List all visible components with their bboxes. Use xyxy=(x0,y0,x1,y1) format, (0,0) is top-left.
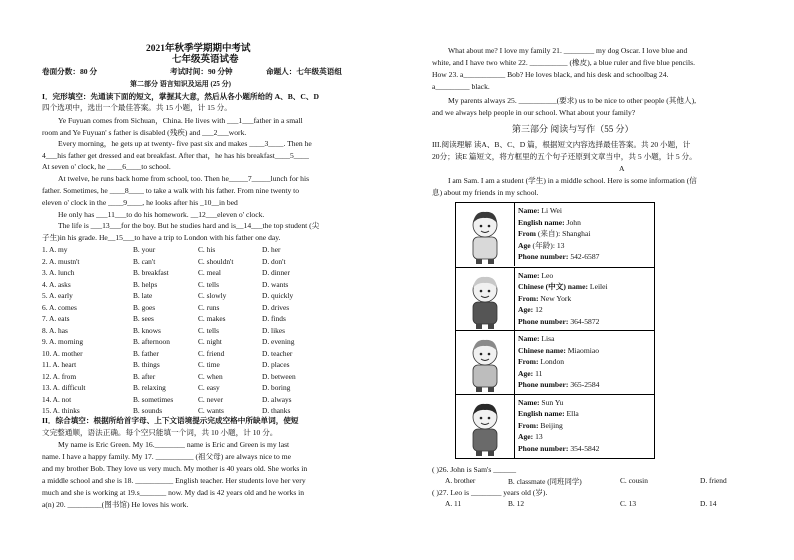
option-cell: B. afternoon xyxy=(133,337,170,346)
profile-row xyxy=(456,394,654,458)
option-cell: C. friend xyxy=(198,348,225,358)
question-stem: ( )26. John is Sam's ______ xyxy=(432,465,517,474)
option-cell: D. wants xyxy=(262,279,289,289)
field-label: Phone number: xyxy=(518,252,569,261)
option-cell: C. his xyxy=(198,245,216,254)
option-cell: C. wants xyxy=(198,406,224,415)
field-label: Age: xyxy=(518,368,534,378)
profile-field xyxy=(518,420,599,432)
passage-letter: A xyxy=(619,164,625,173)
option-cell: D. always xyxy=(262,394,292,404)
profile-field xyxy=(518,431,599,443)
option-cell: 6. A. comes xyxy=(42,302,77,312)
option-cell: D. her xyxy=(262,245,281,254)
part-three-heading: 第三部分 阅读与写作（55 分） xyxy=(512,124,634,134)
option-cell: 10. A. mother xyxy=(42,348,83,358)
option-cell: D. finds xyxy=(262,314,286,323)
passage-line: He only has ___11___to do his homework. __12___eleven o' clock. xyxy=(58,210,265,219)
friends-info-table xyxy=(455,202,655,459)
profile-field xyxy=(518,368,599,380)
passage-line: At seven o' clock, he ____6____to school. xyxy=(42,162,171,171)
answer-option: D. friend xyxy=(700,476,727,485)
field-value: Beijing xyxy=(538,420,563,430)
option-cell: B. helps xyxy=(133,279,158,289)
field-label: English name: xyxy=(518,409,565,418)
option-cell: D. teacher xyxy=(262,348,293,358)
profile-info xyxy=(518,397,599,455)
field-value: : 13 xyxy=(552,240,565,250)
option-cell: C. night xyxy=(198,337,222,346)
field-value: 13 xyxy=(533,432,543,441)
profile-field xyxy=(518,345,599,357)
option-cell: B. can't xyxy=(133,256,156,266)
profile-row xyxy=(456,330,654,394)
exam-title: 2021年秋季学期期中考试 xyxy=(146,44,251,54)
option-cell: 2. A. mustn't xyxy=(42,256,80,266)
field-value: Leilei xyxy=(588,282,608,291)
profile-field xyxy=(518,293,608,305)
setter-info: 命题人：七年级英语组 xyxy=(266,67,342,76)
passage-line: Ye Fuyuan comes from Sichuan，China. He lives with ___1___father in a small xyxy=(58,116,303,125)
profile-info xyxy=(518,270,608,328)
profile-field xyxy=(518,379,599,391)
field-label: Phone number: xyxy=(518,443,569,453)
passage-line: white, and I have two white 22. __________ (橡皮), a blue ruler and five blue pencils. xyxy=(432,58,695,67)
profile-field xyxy=(518,316,608,328)
answer-option: C. 13 xyxy=(620,499,637,508)
profile-info xyxy=(518,205,599,263)
field-label: Name: xyxy=(518,270,540,280)
child-illustration-icon xyxy=(456,268,515,331)
option-cell: C. tells xyxy=(198,279,219,289)
passage-line: father. Sometimes, he ____8____ to take a walk with his father. From nine twenty to xyxy=(42,186,300,195)
part-two-heading: 第二部分 语言知识及运用 (25 分) xyxy=(130,80,231,88)
exam-subtitle: 七年级英语试卷 xyxy=(172,55,239,65)
answer-option: A. brother xyxy=(445,476,476,485)
answer-option: C. cousin xyxy=(620,476,648,485)
answer-option: D. 14 xyxy=(700,499,717,508)
field-value: Sun Yu xyxy=(539,397,564,407)
profile-field xyxy=(518,240,599,252)
option-cell: 5. A. early xyxy=(42,291,73,300)
field-value: Li Wei xyxy=(539,206,562,215)
option-cell: D. places xyxy=(262,360,290,369)
option-cell: C. slowly xyxy=(198,291,227,300)
option-cell: B. late xyxy=(133,291,153,300)
option-cell: 4. A. asks xyxy=(42,279,71,289)
field-label: Chinese (中文) name: xyxy=(518,282,589,291)
profile-field xyxy=(518,356,599,368)
child-illustration-icon xyxy=(456,331,515,394)
profile-row xyxy=(456,203,654,266)
field-value: 12 xyxy=(533,305,543,314)
passage-line: How 23. a___________ Bob? He loves black, and his desk and schoolbag 24. xyxy=(432,70,669,79)
passage-line: At twelve, he runs back home from school, too. Then he_____7_____lunch for his xyxy=(58,174,310,183)
profile-field xyxy=(518,408,599,420)
passage-line: 息) about my friends in my school. xyxy=(432,188,539,197)
field-value: London xyxy=(538,357,565,366)
passage-line: 四个选项中，选出一个最佳答案。共 15 小题，计 15 分。 xyxy=(42,103,232,112)
option-cell: 12. A. from xyxy=(42,371,77,381)
option-cell: B. goes xyxy=(133,302,156,312)
profile-field xyxy=(518,270,608,282)
option-cell: C. never xyxy=(198,394,224,404)
profile-field xyxy=(518,443,599,455)
passage-line: The life is ___13___for the boy. But he studies hard and is__14___the top student (尖 xyxy=(58,221,320,230)
answer-option: B. 12 xyxy=(508,499,525,508)
profile-field xyxy=(518,304,608,316)
field-value: Lisa xyxy=(539,334,555,343)
option-cell: C. runs xyxy=(198,302,220,312)
profile-field xyxy=(518,228,599,240)
field-label: English name: xyxy=(518,217,565,227)
field-label: Age xyxy=(518,240,531,250)
passage-line: I am Sam. I am a student (学生) in a middle school. Here is some information (信 xyxy=(448,176,697,185)
field-label: Phone number: xyxy=(518,316,569,326)
section-line: much and she is working at 19.s_______ now. My dad is 42 years old and he works in xyxy=(42,488,305,497)
option-cell: D. quickly xyxy=(262,291,294,300)
option-cell: B. father xyxy=(133,348,159,358)
section-line: and my brother Bob. They love us very much. My mother is 40 years old. She works in xyxy=(42,464,308,473)
profile-field xyxy=(518,333,599,345)
field-value: Ella xyxy=(564,409,579,418)
section-line: II．综合填空：根据所给首字母、上下文语境提示完成空格中所缺单词，使短 xyxy=(42,416,299,425)
passage-line: 4___his father get dressed and eat breakfast. After that，he has his breakfast____5____ xyxy=(42,151,309,160)
field-value: 354-5842 xyxy=(568,443,600,453)
question-stem: ( )27. Leo is ________ years old (岁). xyxy=(432,488,548,497)
field-value: (年龄) xyxy=(530,240,553,250)
field-label: Name: xyxy=(518,334,540,343)
child-illustration-icon xyxy=(456,203,515,266)
option-cell: B. sounds xyxy=(133,406,163,415)
field-value: 365-2584 xyxy=(568,380,600,389)
option-cell: 8. A. has xyxy=(42,325,68,335)
field-label: From xyxy=(518,229,536,238)
passage-line: room and Ye Fuyuan' s father is disabled (残疾) and ___2___work. xyxy=(42,128,247,137)
field-value: : Shanghai xyxy=(558,229,591,238)
option-cell: 1. A. my xyxy=(42,245,68,254)
passage-line: 子生)in his grade. He__15___to have a trip to London with his father one day. xyxy=(42,233,281,242)
passage-line: eleven o' clock in the ____9____, he looks after his _10__in bed xyxy=(42,198,238,207)
section-line: My name is Eric Green. My 16.________ name is Eric and Green is my last xyxy=(58,440,290,449)
answer-option: A. 11 xyxy=(445,499,462,508)
section-line: name. I have a happy family. My 17. __________ (祖父母) are always nice to me xyxy=(42,452,291,461)
option-cell: 14. A. not xyxy=(42,394,72,404)
field-value: Miaomiao xyxy=(565,345,600,355)
profile-field xyxy=(518,251,599,263)
answer-option: B. classmate (同班同学) xyxy=(508,477,582,486)
field-value: New York xyxy=(538,293,572,303)
instruction-line: 20分；读E 篇短文，将方框里的五个句子还原到文章当中，共 5 小题，计 5 分。 xyxy=(432,152,697,161)
time-info: 考试时间：90 分钟 xyxy=(170,67,233,76)
field-label: Age: xyxy=(518,432,534,441)
profile-field xyxy=(518,397,599,409)
passage-line: and we always help people in our school. What about your family? xyxy=(432,108,636,117)
field-value: 542-6587 xyxy=(568,252,600,261)
profile-field xyxy=(518,205,599,217)
passage-line: What about me? I love my family 21. ________ my dog Oscar. I love blue and xyxy=(448,46,688,55)
field-value: John xyxy=(564,217,581,227)
option-cell: B. things xyxy=(133,360,160,369)
option-cell: D. boring xyxy=(262,383,291,392)
option-cell: 15. A. thinks xyxy=(42,406,80,415)
option-cell: D. dinner xyxy=(262,268,290,277)
option-cell: C. time xyxy=(198,360,220,369)
option-cell: 3. A. lunch xyxy=(42,268,75,277)
option-cell: C. when xyxy=(198,371,223,381)
field-label: Phone number: xyxy=(518,380,569,389)
option-cell: B. after xyxy=(133,371,156,381)
field-label: From: xyxy=(518,357,539,366)
option-cell: B. sometimes xyxy=(133,394,174,404)
profile-row xyxy=(456,267,654,331)
option-cell: C. tells xyxy=(198,325,219,335)
profile-info xyxy=(518,333,599,391)
option-cell: C. meal xyxy=(198,268,221,277)
profile-field xyxy=(518,217,599,229)
option-cell: D. evening xyxy=(262,337,295,346)
field-value: 364-5872 xyxy=(568,316,600,326)
field-label: Name: xyxy=(518,206,540,215)
option-cell: B. relaxing xyxy=(133,383,166,392)
field-label: Name: xyxy=(518,397,540,407)
field-value: Leo xyxy=(539,270,554,280)
field-label: From: xyxy=(518,293,539,303)
option-cell: B. breakfast xyxy=(133,268,169,277)
option-cell: 13. A. difficult xyxy=(42,383,86,392)
section-line: a middle school and she is 18. __________ English teacher. Her students love her very xyxy=(42,476,306,485)
option-cell: D. between xyxy=(262,371,296,381)
passage-line: I．完形填空：先通读下面的短文，掌握其大意，然后从各小题所给的 A、B、C、D xyxy=(42,92,319,101)
section-line: a(n) 20. _________(图书馆) He loves his work. xyxy=(42,500,189,509)
option-cell: 7. A. eats xyxy=(42,314,70,323)
passage-line: My parents always 25. __________(要求) us to be nice to other people (其他人), xyxy=(448,96,697,105)
option-cell: B. your xyxy=(133,245,156,254)
option-cell: C. easy xyxy=(198,383,220,392)
passage-line: Every morning，he gets up at twenty- five past six and makes ____3____. Then he xyxy=(58,139,312,148)
option-cell: C. shouldn't xyxy=(198,256,234,266)
field-label: Age: xyxy=(518,305,534,314)
option-cell: 11. A. heart xyxy=(42,360,77,369)
field-label: Chinese name: xyxy=(518,345,566,355)
field-value: (来自) xyxy=(536,229,559,238)
option-cell: B. knows xyxy=(133,325,161,335)
child-illustration-icon xyxy=(456,395,515,458)
field-label: From: xyxy=(518,420,539,430)
option-cell: D. don't xyxy=(262,256,286,266)
option-cell: D. drives xyxy=(262,302,290,312)
instruction-line: III.阅读理解 读A、B、C、D 篇，根据短文内容选择最佳答案。共 20 小题，计 xyxy=(432,140,691,149)
option-cell: 9. A. morning xyxy=(42,337,84,346)
passage-line: a_________ black. xyxy=(432,82,490,91)
score-info: 卷面分数：80 分 xyxy=(42,67,98,76)
option-cell: D. thanks xyxy=(262,406,291,415)
option-cell: C. makes xyxy=(198,314,226,323)
option-cell: B. sees xyxy=(133,314,154,323)
profile-field xyxy=(518,281,608,293)
section-line: 文完整通顺，语法正确。每个空只能填一个词，共 10 小题，计 10 分。 xyxy=(42,428,278,437)
option-cell: D. likes xyxy=(262,325,285,335)
field-value: 11 xyxy=(533,368,543,378)
